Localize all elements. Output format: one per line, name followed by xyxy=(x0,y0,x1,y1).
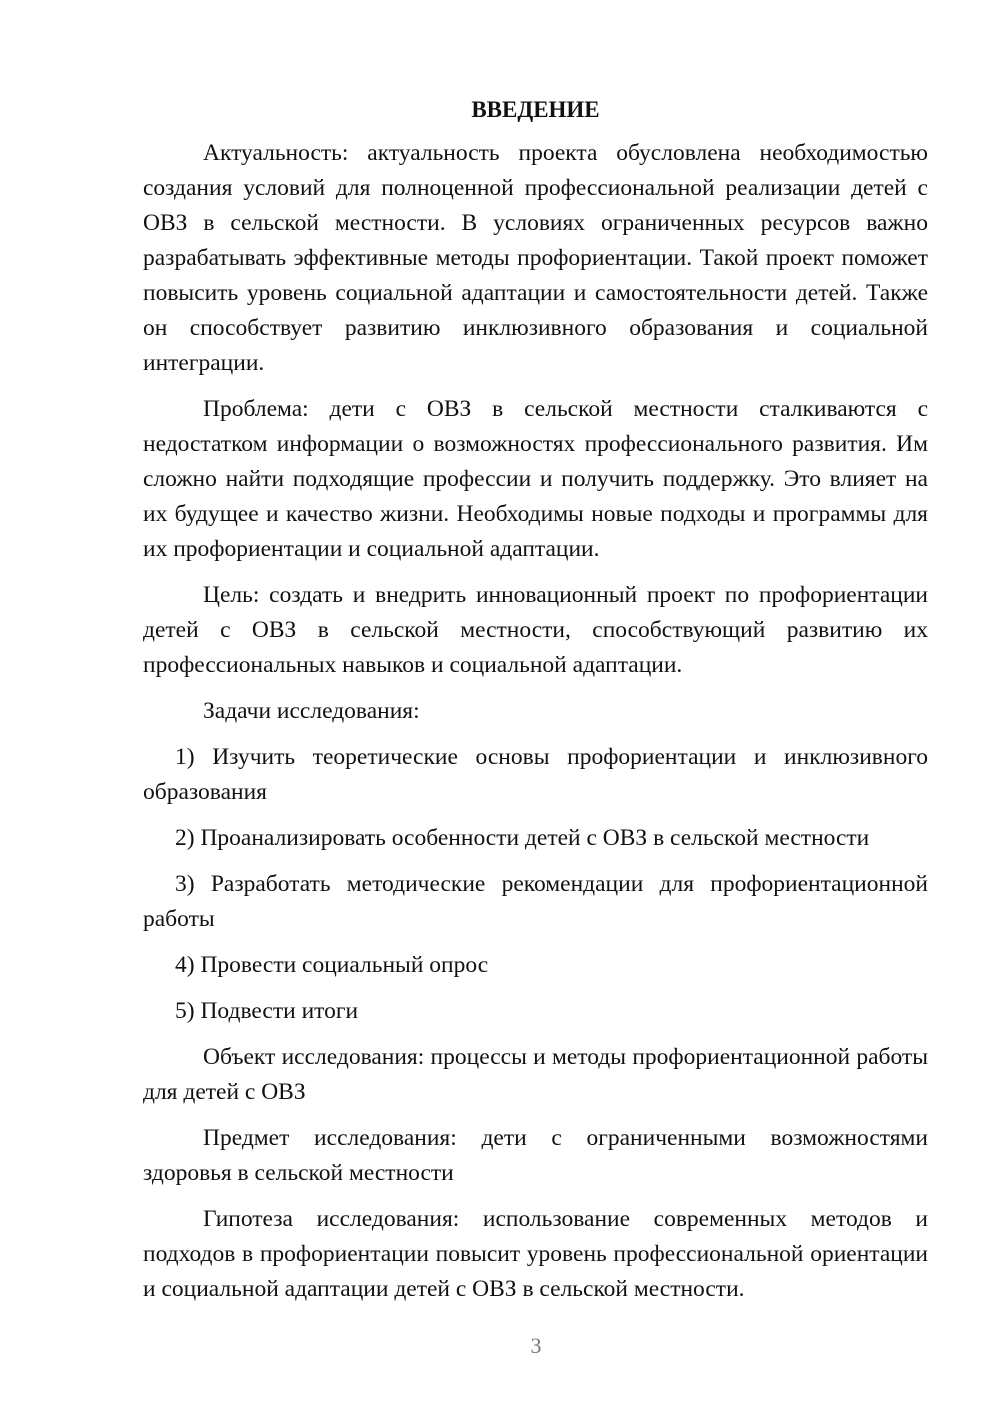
paragraph-goal: Цель: создать и внедрить инновационный проект по профориентации детей с ОВЗ в сельской местности, способствующий развитию их профессиональных навыков и социальной адаптации. xyxy=(143,582,928,678)
list-item: 3) Разработать методические рекомендации для профориентационной работы xyxy=(143,871,928,932)
list-item: 4) Провести социальный опрос xyxy=(175,952,489,978)
paragraph-hypothesis: Гипотеза исследования: использование современных методов и подходов в профориентации повысит уровень профессиональной ориентации и социальной адаптации детей с ОВЗ в сельской местности. xyxy=(143,1206,928,1302)
tasks-heading: Задачи исследования: xyxy=(203,698,420,724)
paragraph-problem: Проблема: дети с ОВЗ в сельской местности сталкиваются с недостатком информации о возможностях профессионального развития. Им сложно найти подходящие профессии и получить поддержку. Это влияет на их будущее и качество жизни. Необходимы новые подходы и программы для их профориентации и социальной адаптации. xyxy=(143,396,928,562)
paragraph-relevance: Актуальность: актуальность проекта обусловлена необходимостью создания условий для полноценной профессиональной реализации детей с ОВЗ в сельской местности. В условиях ограниченных ресурсов важно разрабатывать эффективные методы профориентации. Такой проект поможет повысить уровень социальной адаптации и самостоятельности детей. Также он способствует развитию инклюзивного образования и социальной интеграции. xyxy=(143,140,928,376)
list-item: 5) Подвести итоги xyxy=(175,998,359,1024)
paragraph-object: Объект исследования: процессы и методы профориентационной работы для детей с ОВЗ xyxy=(143,1044,928,1105)
page-number: 3 xyxy=(530,1333,542,1358)
paragraph-subject: Предмет исследования: дети с ограниченными возможностями здоровья в сельской местности xyxy=(143,1125,928,1186)
list-item: 2) Проанализировать особенности детей с ОВЗ в сельской местности xyxy=(175,825,870,851)
page-content xyxy=(143,92,928,1318)
list-item: 1) Изучить теоретические основы профориентации и инклюзивного образования xyxy=(143,744,928,805)
page-title: ВВЕДЕНИЕ xyxy=(471,97,600,122)
task-list xyxy=(143,740,928,1029)
